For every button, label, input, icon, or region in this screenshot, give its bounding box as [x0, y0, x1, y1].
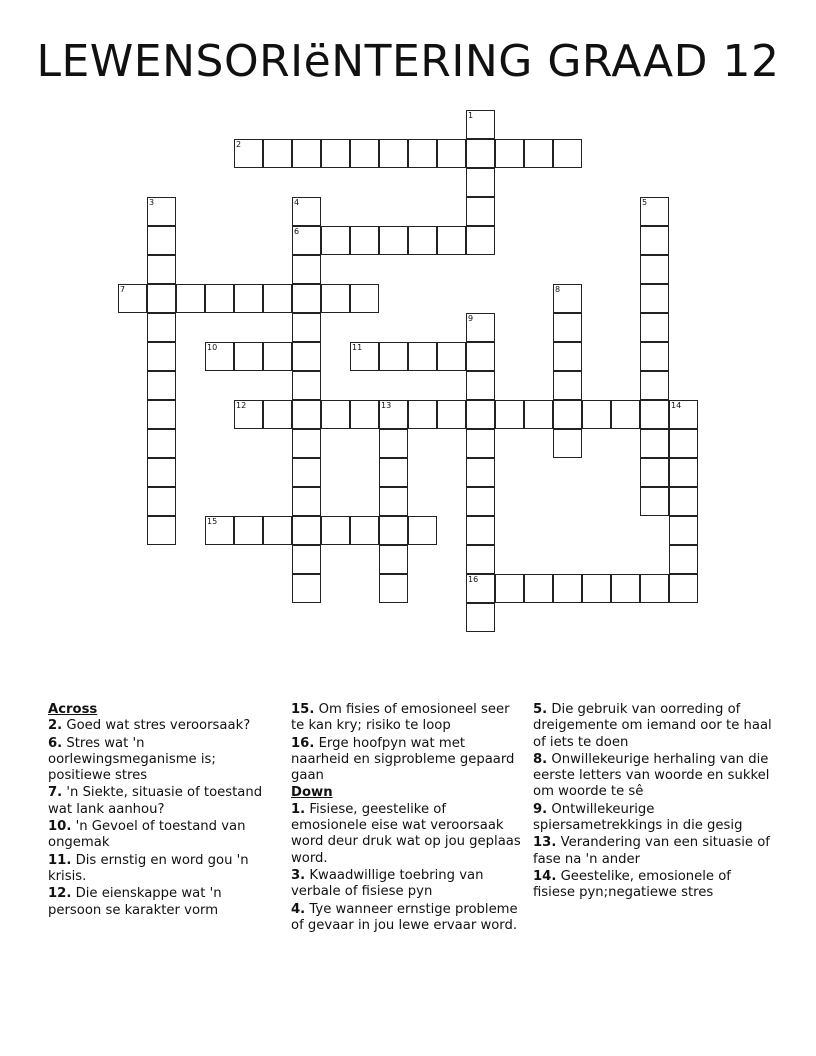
clue-down-14: 14. Geestelike, emosionele of fisiese pyn;negatiewe stres — [533, 868, 731, 901]
grid-cell[interactable] — [263, 139, 292, 168]
grid-cell[interactable] — [408, 342, 437, 371]
cell-number: 4 — [294, 198, 300, 207]
grid-cell[interactable] — [466, 400, 495, 429]
grid-cell[interactable] — [379, 516, 408, 545]
grid-cell[interactable] — [147, 371, 176, 400]
grid-cell[interactable] — [263, 342, 292, 371]
grid-cell[interactable] — [495, 574, 524, 603]
grid-cell[interactable] — [640, 429, 669, 458]
grid-cell[interactable] — [640, 284, 669, 313]
grid-cell[interactable] — [234, 516, 263, 545]
grid-cell[interactable] — [176, 284, 205, 313]
grid-cell[interactable] — [640, 342, 669, 371]
grid-cell[interactable] — [640, 197, 669, 226]
grid-cell[interactable] — [640, 574, 669, 603]
grid-cell[interactable] — [147, 197, 176, 226]
grid-cell[interactable] — [408, 226, 437, 255]
cell-number: 12 — [236, 401, 247, 410]
grid-cell[interactable] — [321, 284, 350, 313]
clue-across-6: 6. Stres wat 'n oorlewingsmeganisme is; positiewe stres — [48, 735, 216, 784]
grid-cell[interactable] — [147, 226, 176, 255]
grid-cell[interactable] — [379, 545, 408, 574]
clue-down-9: 9. Ontwillekeurige spiersametrekkings in die gesig — [533, 801, 743, 834]
grid-cell[interactable] — [379, 226, 408, 255]
grid-cell[interactable] — [466, 603, 495, 632]
grid-cell[interactable] — [466, 429, 495, 458]
clue-down-5: 5. Die gebruik van oorreding of dreigemente om iemand oor te haal of iets te doen — [533, 702, 772, 750]
cell-number: 2 — [236, 140, 242, 149]
grid-cell[interactable] — [147, 284, 176, 313]
grid-cell[interactable] — [640, 226, 669, 255]
grid-cell[interactable] — [437, 342, 466, 371]
cell-number: 8 — [555, 285, 561, 294]
grid-cell[interactable] — [292, 226, 321, 255]
grid-cell[interactable] — [640, 400, 669, 429]
grid-cell[interactable] — [640, 255, 669, 284]
grid-cell[interactable] — [582, 574, 611, 603]
cell-number: 7 — [120, 285, 126, 294]
grid-cell[interactable] — [292, 255, 321, 284]
cell-number: 14 — [671, 401, 682, 410]
grid-cell[interactable] — [466, 458, 495, 487]
grid-cell[interactable] — [640, 487, 669, 516]
grid-cell[interactable] — [350, 342, 379, 371]
grid-cell[interactable] — [350, 284, 379, 313]
grid-cell[interactable] — [466, 313, 495, 342]
grid-cell[interactable] — [408, 516, 437, 545]
cell-number: 1 — [468, 111, 474, 120]
grid-cell[interactable] — [147, 342, 176, 371]
across-heading: Across — [48, 702, 98, 717]
grid-cell[interactable] — [466, 516, 495, 545]
grid-cell[interactable] — [553, 574, 582, 603]
page-title: LEWENSORIëNTERING GRAAD 12 — [36, 36, 780, 87]
grid-cell[interactable] — [292, 545, 321, 574]
grid-cell[interactable] — [234, 284, 263, 313]
cell-number: 15 — [207, 517, 218, 526]
clue-across-2: 2. Goed wat stres veroorsaak? — [48, 718, 251, 734]
grid-cell[interactable] — [669, 458, 698, 487]
grid-cell[interactable] — [292, 139, 321, 168]
grid-cell[interactable] — [379, 139, 408, 168]
cell-number: 11 — [352, 343, 363, 352]
grid-cell[interactable] — [437, 226, 466, 255]
grid-cell[interactable] — [292, 400, 321, 429]
grid-cell[interactable] — [292, 516, 321, 545]
grid-cell[interactable] — [466, 168, 495, 197]
grid-cell[interactable] — [321, 139, 350, 168]
grid-cell[interactable] — [553, 342, 582, 371]
grid-cell[interactable] — [553, 371, 582, 400]
grid-cell[interactable] — [669, 429, 698, 458]
grid-cell[interactable] — [205, 516, 234, 545]
grid-cell[interactable] — [321, 516, 350, 545]
grid-cell[interactable] — [553, 429, 582, 458]
clue-across-16: 16. Erge hoofpyn wat met naarheid en sigprobleme gepaard gaan — [291, 735, 515, 784]
grid-cell[interactable] — [350, 226, 379, 255]
grid-cell[interactable] — [292, 342, 321, 371]
grid-cell[interactable] — [466, 371, 495, 400]
grid-cell[interactable] — [292, 487, 321, 516]
grid-cell[interactable] — [234, 342, 263, 371]
grid-cell[interactable] — [640, 458, 669, 487]
grid-cell[interactable] — [263, 284, 292, 313]
grid-cell[interactable] — [379, 400, 408, 429]
grid-cell[interactable] — [437, 400, 466, 429]
grid-cell[interactable] — [524, 139, 553, 168]
clue-down-13: 13. Verandering van een situasie of fase na 'n ander — [533, 835, 770, 867]
grid-cell[interactable] — [263, 516, 292, 545]
cell-number: 9 — [468, 314, 474, 323]
grid-cell[interactable] — [466, 574, 495, 603]
clue-across-7: 7. 'n Siekte, situasie of toestand wat lank aanhou? — [48, 785, 263, 817]
grid-cell[interactable] — [147, 429, 176, 458]
grid-cell[interactable] — [669, 516, 698, 545]
grid-cell[interactable] — [350, 400, 379, 429]
grid-cell[interactable] — [379, 487, 408, 516]
grid-cell[interactable] — [408, 400, 437, 429]
grid-cell[interactable] — [234, 400, 263, 429]
grid-cell[interactable] — [379, 342, 408, 371]
grid-cell[interactable] — [669, 487, 698, 516]
grid-cell[interactable] — [147, 255, 176, 284]
grid-cell[interactable] — [147, 400, 176, 429]
grid-cell[interactable] — [611, 400, 640, 429]
grid-cell[interactable] — [466, 226, 495, 255]
grid-cell[interactable] — [553, 139, 582, 168]
grid-cell[interactable] — [147, 516, 176, 545]
grid-cell[interactable] — [466, 197, 495, 226]
grid-cell[interactable] — [524, 400, 553, 429]
grid-cell[interactable] — [379, 429, 408, 458]
grid-cell[interactable] — [147, 313, 176, 342]
cell-number: 16 — [468, 575, 479, 584]
grid-cell[interactable] — [553, 284, 582, 313]
grid-cell[interactable] — [321, 226, 350, 255]
grid-cell[interactable] — [205, 342, 234, 371]
grid-cell[interactable] — [669, 400, 698, 429]
grid-cell[interactable] — [292, 429, 321, 458]
grid-cell[interactable] — [524, 574, 553, 603]
grid-cell[interactable] — [147, 458, 176, 487]
grid-cell[interactable] — [466, 139, 495, 168]
grid-cell[interactable] — [292, 574, 321, 603]
cell-number: 13 — [381, 401, 392, 410]
grid-cell[interactable] — [379, 458, 408, 487]
clues-column-2 — [291, 702, 526, 935]
grid-cell[interactable] — [669, 545, 698, 574]
down-heading: Down — [291, 785, 333, 801]
grid-cell[interactable] — [350, 516, 379, 545]
clue-across-12: 12. Die eienskappe wat 'n persoon se karakter vorm — [48, 886, 222, 918]
grid-cell[interactable] — [292, 284, 321, 313]
cell-number: 10 — [207, 343, 218, 352]
clues-column-1 — [48, 702, 278, 920]
clue-down-1: 1. Fisiese, geestelike of emosionele eise wat veroorsaak word deur druk wat op jou geplaas word. — [291, 801, 521, 866]
grid-cell[interactable] — [437, 139, 466, 168]
grid-cell[interactable] — [379, 574, 408, 603]
grid-cell[interactable] — [669, 574, 698, 603]
grid-cell[interactable] — [640, 313, 669, 342]
clue-down-8: 8. Onwillekeurige herhaling van die eerste letters van woorde en sukkel om woorde te sê — [533, 751, 770, 800]
grid-cell[interactable] — [553, 313, 582, 342]
clues-column-3 — [533, 702, 773, 903]
clue-across-10: 10. 'n Gevoel of toestand van ongemak — [48, 819, 246, 851]
grid-cell[interactable] — [292, 371, 321, 400]
grid-cell[interactable] — [292, 458, 321, 487]
clue-across-11: 11. Dis ernstig en word gou 'n krisis. — [48, 852, 249, 884]
grid-cell[interactable] — [263, 400, 292, 429]
grid-cell[interactable] — [147, 487, 176, 516]
grid-cell[interactable] — [292, 197, 321, 226]
grid-cell[interactable] — [234, 139, 263, 168]
grid-cell[interactable] — [553, 400, 582, 429]
cell-number: 6 — [294, 227, 300, 236]
grid-cell[interactable] — [582, 400, 611, 429]
grid-cell[interactable] — [495, 139, 524, 168]
grid-cell[interactable] — [466, 110, 495, 139]
grid-cell[interactable] — [118, 284, 147, 313]
grid-cell[interactable] — [466, 342, 495, 371]
grid-cell[interactable] — [350, 139, 379, 168]
grid-cell[interactable] — [640, 371, 669, 400]
clue-across-15: 15. Om fisies of emosioneel seer te kan kry; risiko te loop — [291, 702, 510, 734]
grid-cell[interactable] — [408, 139, 437, 168]
grid-cell[interactable] — [466, 487, 495, 516]
clue-down-4: 4. Tye wanneer ernstige probleme of gevaar in jou lewe ervaar word. — [291, 901, 518, 933]
grid-cell[interactable] — [611, 574, 640, 603]
grid-cell[interactable] — [205, 284, 234, 313]
cell-number: 5 — [642, 198, 648, 207]
grid-cell[interactable] — [466, 545, 495, 574]
grid-cell[interactable] — [321, 400, 350, 429]
grid-cell[interactable] — [292, 313, 321, 342]
grid-cell[interactable] — [495, 400, 524, 429]
cell-number: 3 — [149, 198, 155, 207]
clue-down-3: 3. Kwaadwillige toebring van verbale of fisiese pyn — [291, 867, 484, 900]
